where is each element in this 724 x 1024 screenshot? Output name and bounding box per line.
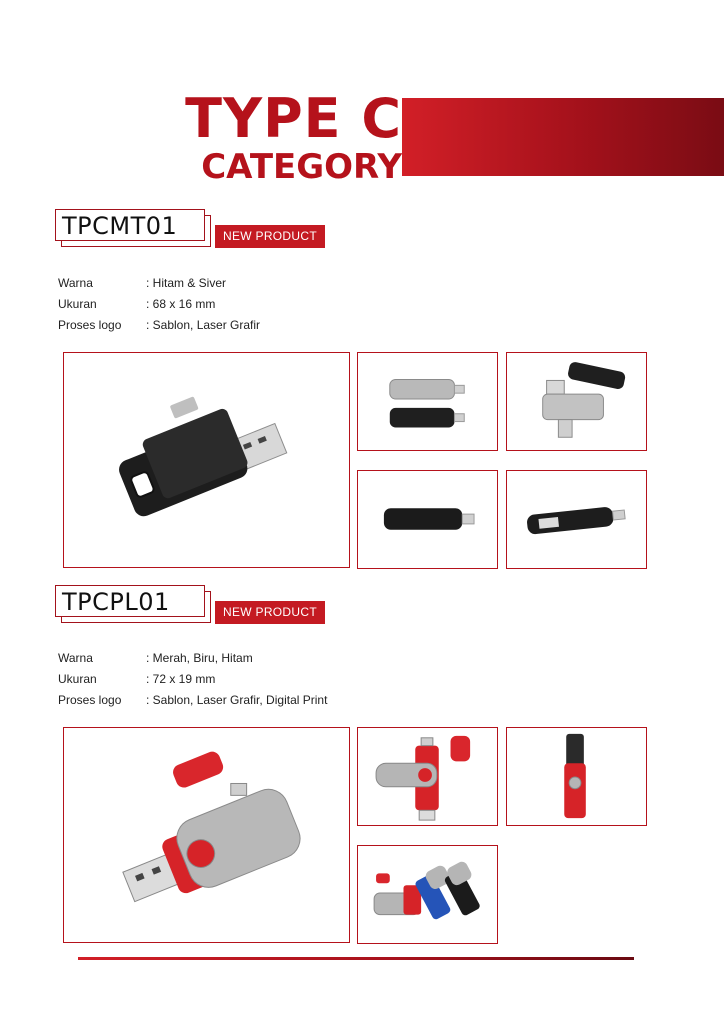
product-thumbnail [357, 470, 498, 569]
title-line-2: CATEGORY [201, 147, 402, 187]
product-thumbnail [357, 727, 498, 826]
usb-angled-view-image [507, 471, 646, 568]
usb-side-view-image [358, 471, 497, 568]
product-thumbnail [506, 470, 647, 569]
usb-black-swivel-image [64, 353, 349, 567]
spec-row-logo-process [58, 315, 260, 336]
spec-value: : 72 x 19 mm [146, 672, 216, 686]
spec-row-size [58, 669, 327, 690]
product-thumbnail [357, 845, 498, 944]
spec-label: Ukuran [58, 672, 97, 686]
product-thumbnail [506, 727, 647, 826]
usb-red-swivel-image [64, 728, 349, 942]
usb-pair-image [358, 353, 497, 450]
spec-row-color [58, 648, 327, 669]
product-code: TPCMT01 [62, 212, 178, 240]
spec-value: : Merah, Biru, Hitam [146, 651, 253, 665]
new-product-badge: NEW PRODUCT [215, 225, 325, 248]
product-code-box [55, 209, 205, 241]
product-code-box [55, 585, 205, 617]
spec-value: : Sablon, Laser Grafir, Digital Print [146, 693, 328, 707]
spec-row-color [58, 273, 260, 294]
product-main-image [63, 352, 350, 568]
spec-label: Warna [58, 651, 93, 665]
footer-divider [78, 957, 634, 960]
usb-red-open-image [358, 728, 497, 825]
product-thumbnail [357, 352, 498, 451]
usb-red-vertical-image [507, 728, 646, 825]
spec-row-size [58, 294, 260, 315]
new-product-badge: NEW PRODUCT [215, 601, 325, 624]
product-specs [58, 273, 260, 336]
usb-open-image [507, 353, 646, 450]
spec-label: Warna [58, 276, 93, 290]
title-line-1: TYPE C [185, 87, 402, 150]
spec-label: Ukuran [58, 297, 97, 311]
spec-label: Proses logo [58, 693, 122, 707]
spec-value: : 68 x 16 mm [146, 297, 216, 311]
spec-row-logo-process [58, 690, 327, 711]
spec-label: Proses logo [58, 318, 122, 332]
product-code: TPCPL01 [62, 588, 170, 616]
page-title [172, 87, 402, 187]
product-thumbnail [506, 352, 647, 451]
spec-value: : Hitam & Siver [146, 276, 227, 290]
product-main-image [63, 727, 350, 943]
header-accent-band [402, 98, 724, 176]
usb-color-variants-image [358, 846, 497, 943]
spec-value: : Sablon, Laser Grafir [146, 318, 261, 332]
product-specs [58, 648, 327, 711]
